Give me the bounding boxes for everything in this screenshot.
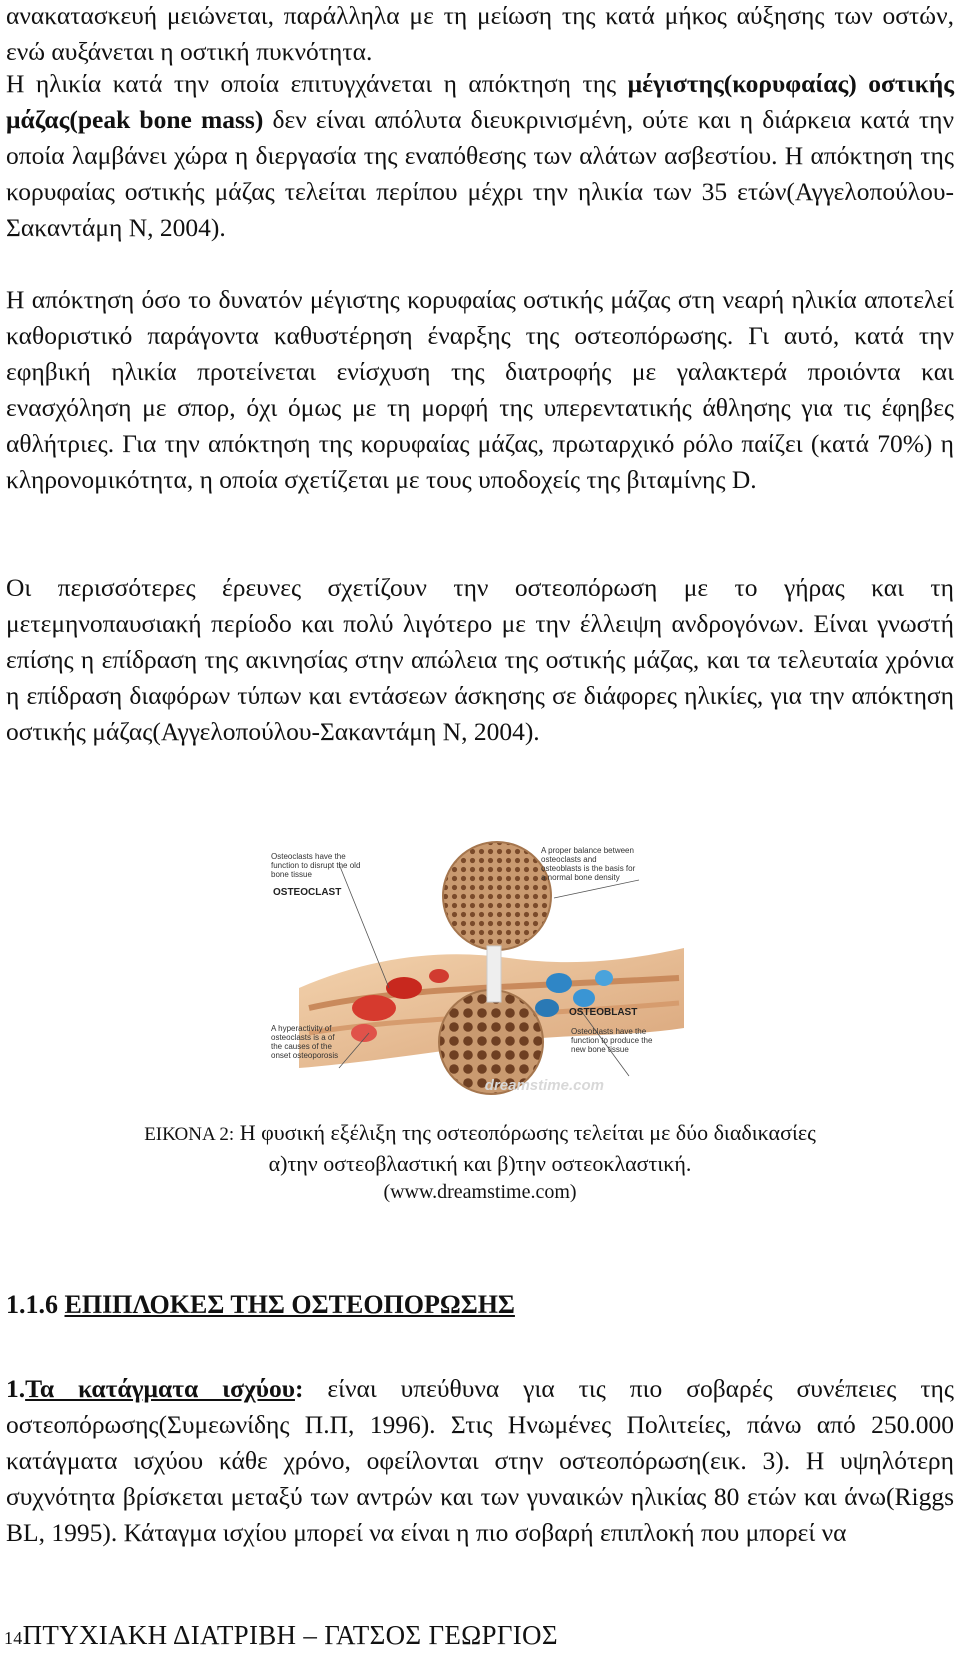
caption-label: ΕΙΚΟΝΑ 2:	[144, 1124, 235, 1145]
paragraph-adolescence	[6, 282, 954, 498]
osteoblast-cell	[595, 970, 613, 986]
section-number: 1.1.6	[6, 1290, 65, 1319]
footer-title: ΠΤΥΧΙΑΚΗ ΔΙΑΤΡΙΒΗ – ΓΑΤΣΟΣ ΓΕΩΡΓΙΟΣ	[22, 1620, 558, 1650]
caption-line: Η φυσική εξέλιξη της οστεοπόρωσης τελείται με δύο διαδικασίες	[234, 1120, 816, 1145]
osteoblast-cell	[573, 989, 595, 1007]
term-colon: :	[294, 1374, 304, 1403]
note-osteoclast: Osteoclasts have the function to disrupt the old bone tissue	[271, 852, 361, 879]
caption-source: (www.dreamstime.com)	[383, 1181, 577, 1203]
osteoporosis-figure	[271, 838, 699, 1100]
page-number: 14	[4, 1628, 23, 1648]
paragraph-text: Η ηλικία κατά την οποία επιτυγχάνεται η απόκτηση της	[6, 69, 628, 98]
section-heading	[6, 1290, 515, 1320]
note-balance: A proper balance between osteoclasts and osteoblasts is the basis for a normal bone density	[541, 846, 636, 882]
paragraph-text: Οι περισσότερες έρευνες σχετίζουν την οστεοπόρωση με το γήρας και τη μετεμηνοπαυσιακή περίοδο και πολύ λιγότερο με την έλλειψη ανδρογόνων. Είναι γνωστή επίσης η επίδραση της ακινησίας στην απώλεια της οστικής μάζας, και τα τελευταία χρόνια η επίδραση διαφόρων τύπων και εντάσεων άσκησης σε διάφορες ηλικίες, για την απόκτηση οστικής μάζας(Αγγελοπούλου-Σακαντάμη Ν, 2004).	[6, 573, 954, 746]
label-osteoclast: OSTEOCLAST	[273, 887, 342, 898]
label-osteoblast: OSTEOBLAST	[569, 1007, 638, 1018]
note-osteoblast: Osteoblasts have the function to produce the new bone tissue	[571, 1027, 653, 1054]
watermark: dreamstime.com	[484, 1077, 604, 1094]
paragraph-text: Η απόκτηση όσο το δυνατόν μέγιστης κορυφαίας οστικής μάζας στη νεαρή ηλικία αποτελεί καθοριστικό παράγοντα καθυστέρηση έναρξης της οστεοπόρωσης. Γι αυτό, κατά την εφηβική ηλικία προτείνεται ενίσχυση της διατροφής με γαλακτερά προιόντα και ενασχόληση με σπορ, όχι όμως με τη μορφή της υπερεντατικής άθλησης για τις έφηβες αθλήτριες. Για την απόκτηση της κορυφαίας μάζας, πρωταρχικό ρόλο παίζει (κατά 70%) η κληρονομικότητα, η οποία σχετίζεται με τους υποδοχείς της βιταμίνης D.	[6, 285, 954, 494]
section-title: ΕΠΙΠΛΟΚΕΣ ΤΗΣ ΟΣΤΕΟΠΟΡΩΣΗΣ	[64, 1290, 515, 1319]
caption-line: α)την οστεοβλαστική και β)την οστεοκλαστική.	[268, 1151, 692, 1176]
figure-caption	[40, 1118, 920, 1207]
bold-term: μέγιστης(κορυφαίας) οστικής μάζας(peak bone mass)	[6, 69, 954, 134]
paragraph-aging	[6, 570, 954, 750]
note-hyperactivity: A hyperactivity of osteoclasts is a of the causes of the onset osteoporosis	[271, 1024, 339, 1060]
page-footer	[4, 1620, 558, 1651]
paragraph-remodeling	[6, 0, 954, 70]
paragraph-peak-bone-mass	[6, 66, 954, 246]
list-number: 1.	[6, 1374, 26, 1403]
paragraph-text: ανακατασκευή μειώνεται, παράλληλα με τη μείωση της κατά μήκος αύξησης των οστών, ενώ αυξάνεται η οστική πυκνότητα.	[6, 1, 954, 66]
osteoblast-cell	[535, 999, 559, 1017]
paragraph-text: είναι υπεύθυνα για τις πιο σοβαρές συνέπειες της οστεοπόρωσης(Συμεωνίδης Π.Π, 1996). Στις Ηνωμένες Πολιτείες, πάνω από 250.000 κατάγματα ισχύου κάθε χρόνο, οφείλονται στην οστεοπόρωση(εικ. 3). Η υψηλότερη συχνότητα βρίσκεται μεταξύ των αντρών και των γυναικών ηλικίας 80 ετών και άνω(Riggs BL, 1995). Κάταγμα ισχίου μπορεί να είναι η πιο σοβαρή επιπλοκή που μπορεί να	[6, 1374, 954, 1547]
paragraph-hip-fractures	[6, 1371, 954, 1551]
osteoclast-cell	[352, 995, 396, 1021]
osteoblast-cell	[546, 973, 572, 993]
bold-term: Τα κατάγματα ισχύου	[25, 1374, 295, 1403]
osteoclast-cell	[386, 977, 422, 999]
dense-bone-circle	[443, 842, 551, 950]
paragraph-text: δεν είναι απόλυτα διευκρινισμένη, ούτε και η διάρκεια κατά την οποία λαμβάνει χώρα η διεργασία της εναπόθεσης των αλάτων ασβεστίου. Η απόκτηση της κορυφαίας οστικής μάζας τελείται περίπου μέχρι την ηλικία των 35 ετών(Αγγελοπούλου-Σακαντάμη Ν, 2004).	[6, 105, 954, 242]
osteoclast-cell	[429, 969, 449, 983]
